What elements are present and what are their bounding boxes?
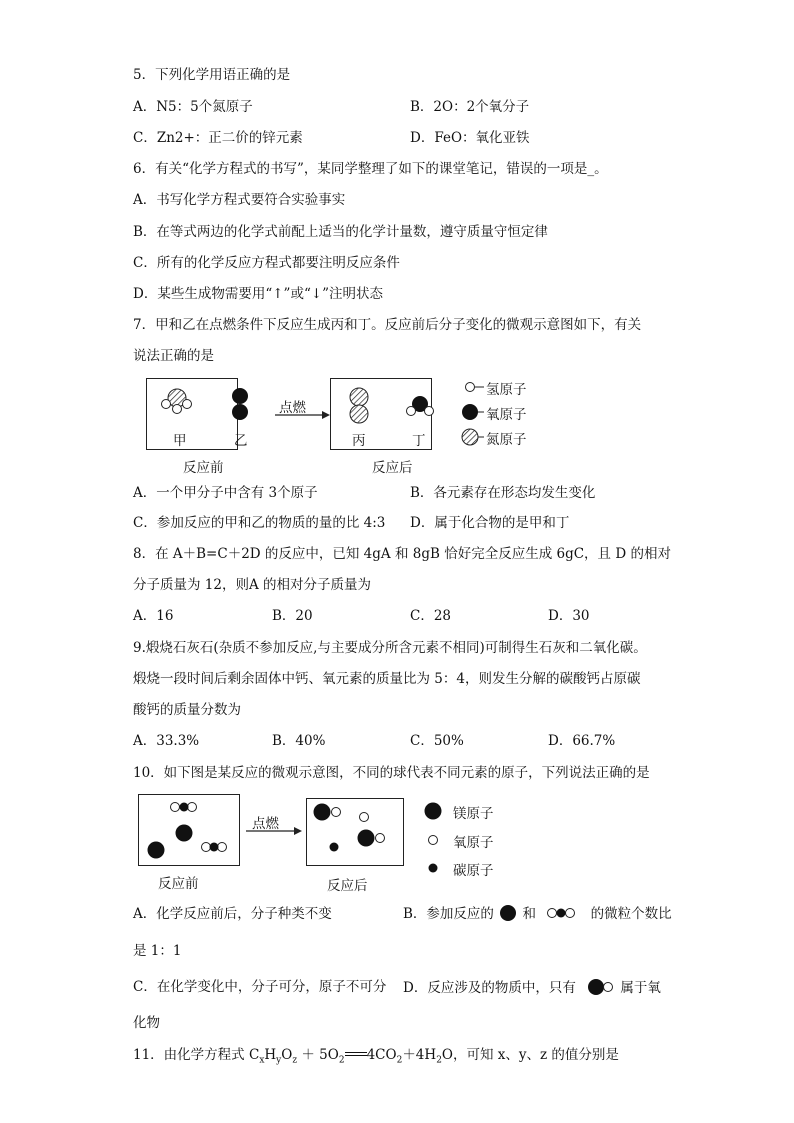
q9-option-c[interactable]: C．50% — [410, 733, 464, 749]
q7-option-d[interactable]: D．属于化合物的是甲和丁 — [410, 515, 570, 531]
q7-label-jia: 甲 — [173, 433, 187, 449]
q7-stem-line2: 说法正确的是 — [133, 348, 214, 364]
q10-before-o2 — [171, 803, 197, 812]
q9-stem-line1: 9.煅烧石灰石(杂质不参加反应,与主要成分所含元素不相同)可制得生石灰和二氧化碳。 — [133, 640, 647, 656]
q10-option-c[interactable]: C．在化学变化中，分子可分，原子不可分 — [133, 979, 387, 995]
q7-label-bing: 丙 — [352, 433, 366, 449]
q10-mgo-inline-icon — [586, 978, 616, 996]
q7-condition: 点燃 — [279, 400, 306, 416]
q10-option-a[interactable]: A．化学反应前后，分子种类不变 — [133, 906, 332, 922]
q10-before-caption: 反应前 — [158, 876, 199, 892]
q5-option-b[interactable]: B．2O：2个氧分子 — [410, 99, 530, 115]
q11-stem-end: O，可知 x、y、z 的值分别是 — [441, 1047, 619, 1063]
q6-option-b[interactable]: B．在等式两边的化学式前配上适当的化学计量数，遵守质量守恒定律 — [133, 224, 548, 240]
q10-legend-mg-icon — [425, 803, 442, 820]
q7-ding-molecule — [407, 396, 434, 416]
q7-option-c[interactable]: C．参加反应的甲和乙的物质的量的比 4:3 — [133, 515, 386, 531]
q10-option-b-pre: B．参加反应的 — [403, 906, 494, 922]
q6-option-a[interactable]: A．书写化学方程式要符合实验事实 — [133, 192, 346, 208]
q10-option-d-post: 属于氧 — [620, 980, 661, 996]
q5-stem: 5．下列化学用语正确的是 — [133, 67, 291, 83]
q11-stem-post: ＋4H — [402, 1047, 437, 1063]
q10-legend-o: 氧原子 — [453, 835, 494, 851]
q7-bing-molecule — [350, 388, 368, 423]
q7-after-caption: 反应后 — [372, 460, 413, 476]
q7-option-b[interactable]: B．各元素存在形态均发生变化 — [410, 485, 596, 501]
q5-option-d[interactable]: D．FeO：氧化亚铁 — [410, 130, 530, 146]
q6-stem: 6．有关“化学方程式的书写”，某同学整理了如下的课堂笔记，错误的一项是_。 — [133, 161, 608, 177]
q10-option-d-pre: D．反应涉及的物质中，只有 — [403, 980, 576, 996]
q10-option-b[interactable] — [403, 905, 672, 923]
q7-legend-n: 氮原子 — [486, 432, 527, 448]
q10-stem: 10．如下图是某反应的微观示意图，不同的球代表不同元素的原子，下列说法正确的是 — [133, 765, 650, 781]
q9-option-b[interactable]: B．40% — [272, 733, 326, 749]
q10-after-c — [330, 843, 339, 852]
q7-legend-n-icon — [462, 429, 484, 445]
q10-before-mg-1 — [176, 825, 193, 842]
q8-stem-line1: 8．在 A＋B=C＋2D 的反应中，已知 4gA 和 8gB 恰好完全反应生成 6gC，且 D 的相对 — [133, 546, 671, 562]
q7-legend-h: 氢原子 — [486, 382, 527, 398]
q11-formula-subscripts: $_xH_yO_z$ — [259, 1047, 298, 1066]
q11-stem-eq: 4CO — [366, 1047, 397, 1063]
q5-option-c[interactable]: C．Zn2+：正二价的锌元素 — [133, 130, 303, 146]
q10-mg-inline-icon — [498, 905, 518, 921]
q10-after-o — [360, 813, 369, 822]
q8-stem-line2: 分子质量为 12，则A 的相对分子质量为 — [133, 577, 372, 593]
q11-equals-sign — [345, 1052, 367, 1056]
q7-legend-h-icon — [466, 383, 485, 392]
q11-stem: 11．由化学方程式 $C_xH_yO_z + 5O_2$ $4CO_2+4H_2O$，可知 x、y、z 的值分别是 — [133, 1047, 619, 1066]
q7-stem-line1: 7．甲和乙在点燃条件下反应生成丙和丁。反应前后分子变化的微观示意图如下，有关 — [133, 317, 642, 333]
q10-option-d[interactable] — [403, 978, 661, 997]
q10-before-mg-2 — [148, 842, 165, 859]
q10-condition: 点燃 — [252, 816, 279, 832]
q7-before-caption: 反应前 — [183, 460, 224, 476]
q8-option-d[interactable]: D．30 — [548, 608, 590, 624]
q7-figure — [140, 374, 560, 478]
q10-after-mgo-1 — [314, 804, 341, 821]
q9-stem-line3: 酸钙的质量分数为 — [133, 702, 241, 718]
q6-option-d[interactable]: D．某些生成物需要用“↑”或“↓”注明状态 — [133, 286, 384, 302]
q9-stem-line2: 煅烧一段时间后剩余固体中钙、氧元素的质量比为 5：4，则发生分解的碳酸钙占原碳 — [133, 671, 641, 687]
q10-option-b-post: 的微粒个数比 — [590, 906, 672, 922]
q7-option-a[interactable]: A．一个甲分子中含有 3个原子 — [133, 485, 318, 501]
q11-stem-mid: ＋ 5O — [301, 1047, 339, 1063]
q10-legend-c-icon — [429, 864, 438, 873]
q7-jia-molecule — [162, 389, 192, 414]
q8-option-c[interactable]: C．28 — [410, 608, 452, 624]
q10-after-caption: 反应后 — [327, 878, 368, 894]
q10-o2-inline-icon — [546, 906, 580, 920]
q11-stem-pre: 11．由化学方程式 C — [133, 1047, 260, 1063]
q10-before-co2 — [202, 843, 227, 852]
q6-option-c[interactable]: C．所有的化学反应方程式都要注明反应条件 — [133, 255, 400, 271]
q7-legend-o: 氧原子 — [486, 407, 527, 423]
q7-yi-molecule — [232, 388, 248, 420]
q7-label-yi: 乙 — [234, 433, 248, 449]
q10-figure — [134, 790, 534, 894]
q10-option-b-cont: 是 1：1 — [133, 943, 182, 959]
q5-option-a[interactable]: A．N5：5个氮原子 — [133, 99, 253, 115]
q7-label-ding: 丁 — [412, 433, 426, 449]
q9-option-d[interactable]: D．66.7% — [548, 733, 616, 749]
q10-after-mgo-2 — [358, 830, 385, 847]
q10-option-b-mid: 和 — [522, 906, 537, 922]
q10-legend-mg: 镁原子 — [453, 806, 494, 822]
q10-legend-c: 碳原子 — [453, 863, 494, 879]
q8-option-a[interactable]: A．16 — [133, 608, 174, 624]
q10-legend-o-icon — [429, 836, 438, 845]
q8-option-b[interactable]: B．20 — [272, 608, 313, 624]
q7-legend-o-icon — [462, 404, 484, 420]
q9-option-a[interactable]: A．33.3% — [133, 733, 200, 749]
q10-option-d-cont: 化物 — [133, 1015, 160, 1031]
